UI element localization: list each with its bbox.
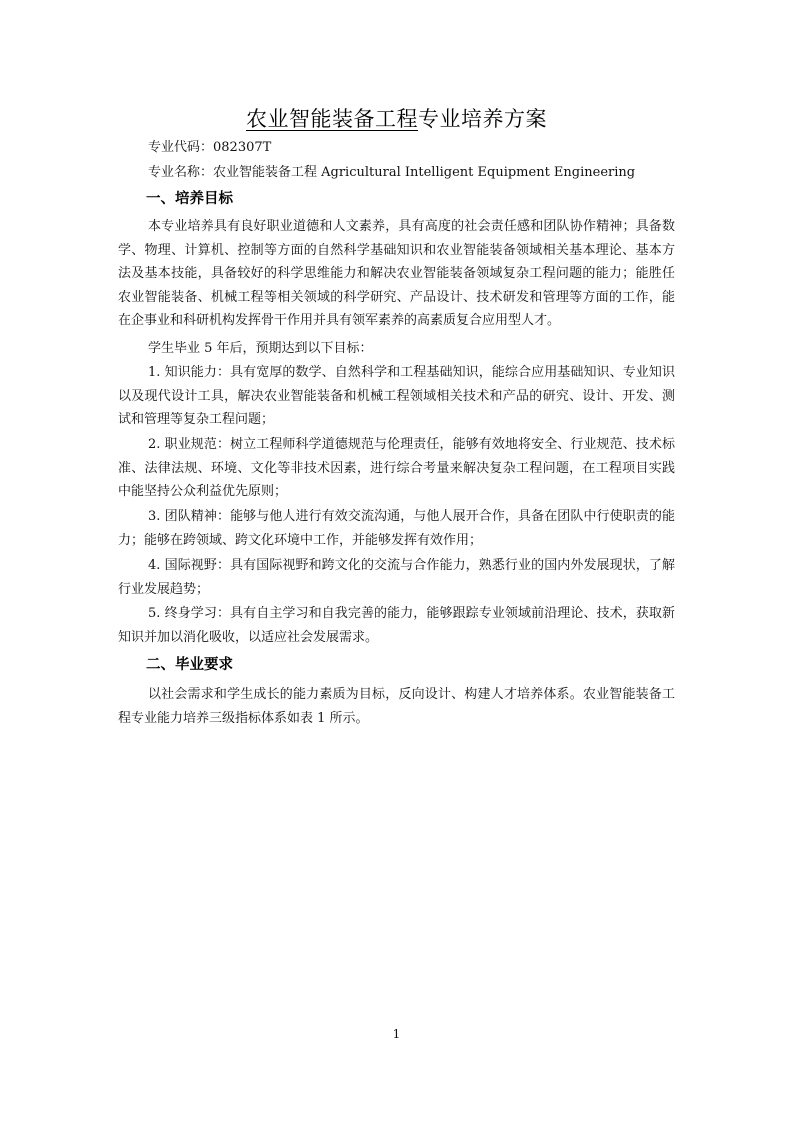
major-name-line: 专业名称：农业智能装备工程 Agricultural Intelligent Equipment Engineering	[148, 165, 636, 180]
graduation-requirements-paragraph: 以社会需求和学生成长的能力素质为目标，反向设计、构建人才培养体系。农业智能装备工程专业能力培养三级指标体系如表 1 所示。	[118, 687, 675, 726]
title-rest: 专业培养方案	[418, 107, 547, 131]
goal-item-knowledge: 1. 知识能力：具有宽厚的数学、自然科学和工程基础知识，能综合应用基础知识、专业知识以及现代设计工具，解决农业智能装备和机械工程领域相关技术和产品的研究、设计、开发、测试和管理等复杂工程问题；	[118, 365, 675, 428]
page-number: 1	[392, 1027, 401, 1041]
title-underlined-part: 农业智能装备工程	[246, 107, 418, 131]
goal-item-lifelong-learning: 5. 终身学习：具有自主学习和自我完善的能力，能够跟踪专业领域前沿理论、技术，获取新知识并加以消化吸收，以适应社会发展需求。	[118, 606, 675, 645]
goals-intro-paragraph: 学生毕业 5 年后，预期达到以下目标：	[148, 341, 373, 356]
goal-item-professional-norms: 2. 职业规范：树立工程师科学道德规范与伦理责任，能够有效地将安全、行业规范、技术标准、法律法规、环境、文化等非技术因素，进行综合考量来解决复杂工程问题，在工程项目实践中能坚持公众利益优先原则；	[118, 437, 675, 500]
goal-item-teamwork: 3. 团队精神：能够与他人进行有效交流沟通，与他人展开合作，具备在团队中行使职责的能力；能够在跨领域、跨文化环境中工作，并能够发挥有效作用；	[118, 509, 675, 548]
goal-item-international-vision: 4. 国际视野：具有国际视野和跨文化的交流与合作能力，熟悉行业的国内外发展现状，了解行业发展趋势；	[118, 558, 675, 597]
section-heading-graduation-requirements: 二、毕业要求	[146, 657, 233, 673]
document-title	[0, 104, 793, 134]
major-code-line: 专业代码：082307T	[148, 140, 272, 155]
objectives-intro-paragraph: 本专业培养具有良好职业道德和人文素养，具有高度的社会责任感和团队协作精神；具备数学、物理、计算机、控制等方面的自然科学基础知识和农业智能装备领域相关基本理论、基本方法及基本技能，具备较好的科学思维能力和解决农业智能装备领域复杂工程问题的能力；能胜任农业智能装备、机械工程等相关领域的科学研究、产品设计、技术研发和管理等方面的工作，能在企事业和科研机构发挥骨干作用并具有领军素养的高素质复合应用型人才。	[118, 219, 675, 329]
section-heading-objectives: 一、培养目标	[146, 191, 233, 207]
